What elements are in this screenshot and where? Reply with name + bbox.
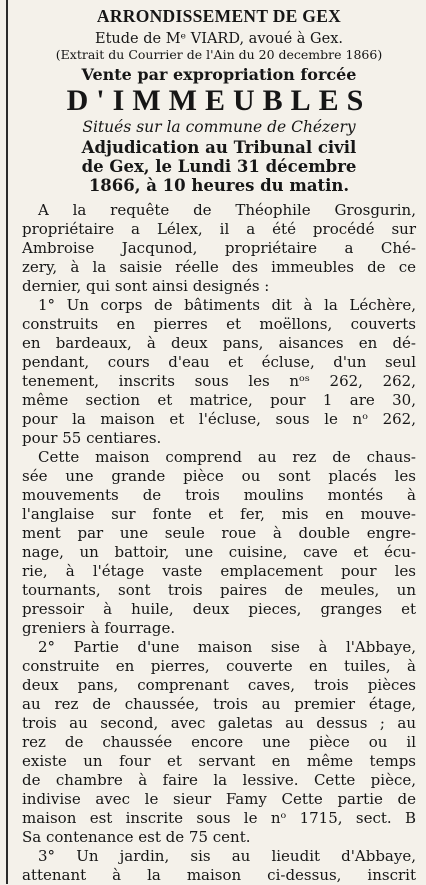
body-line: mouvements de trois moulins montés à bbox=[22, 486, 416, 504]
body-line: en bardeaux, à deux pans, aisances en dé- bbox=[22, 334, 416, 352]
body-line: rez de chaussée encore une pièce ou il bbox=[22, 733, 416, 751]
body-line: greniers à fourrage. bbox=[22, 619, 176, 637]
body-line: attenant à la maison ci-dessus, inscrit bbox=[22, 866, 416, 884]
body-line: A la requête de Théophile Grosgurin, bbox=[38, 201, 416, 219]
body-line: pressoir à huile, deux pieces, granges et bbox=[22, 600, 416, 618]
body-line: tournants, sont trois paires de meules, un bbox=[22, 581, 416, 599]
body-line: pour la maison et l'écluse, sous le nᵒ 262, bbox=[22, 410, 416, 428]
notice-body bbox=[22, 201, 416, 885]
notice-heading: ARRONDISSEMENT DE GEX bbox=[96, 6, 342, 26]
body-line: nage, un battoir, une cuisine, cave et écu- bbox=[22, 543, 416, 561]
extrait-line: (Extrait du Courrier de l'Ain du 20 decembre 1866) bbox=[55, 47, 383, 62]
body-line: l'anglaise sur fonte et fer, mis en mouve- bbox=[22, 505, 416, 523]
body-line: construite en pierres, couverte en tuiles, à bbox=[22, 657, 416, 675]
body-line: au rez de chaussée, trois au premier étage, bbox=[22, 695, 416, 713]
adjudication-line: 1866, à 10 heures du matin. bbox=[88, 176, 350, 195]
adjudication-line: Adjudication au Tribunal civil bbox=[81, 138, 357, 157]
body-line: propriétaire a Lélex, il a été procédé sur bbox=[22, 220, 416, 238]
body-line: 1° Un corps de bâtiments dit à la Léchère, bbox=[38, 296, 416, 314]
body-line: pour 55 centiares. bbox=[22, 429, 162, 447]
body-line: même section et matrice, pour 1 are 30, bbox=[22, 391, 416, 409]
immeubles-title: D'IMMEUBLES bbox=[66, 84, 372, 117]
body-line: existe un four et servant en même temps bbox=[22, 752, 416, 770]
body-line: tenement, inscrits sous les nᵒˢ 262, 262, bbox=[22, 372, 416, 390]
body-line: sée une grande pièce ou sont placés les bbox=[22, 467, 416, 485]
vente-title: Vente par expropriation forcée bbox=[81, 65, 357, 84]
body-line: ment par une seule roue à double engre- bbox=[22, 524, 416, 542]
body-line: Sa contenance est de 75 cent. bbox=[22, 828, 251, 846]
adjudication-line: de Gex, le Lundi 31 décembre bbox=[81, 157, 357, 176]
body-line: rie, à l'étage vaste emplacement pour les bbox=[22, 562, 416, 580]
body-line: 3° Un jardin, sis au lieudit d'Abbaye, bbox=[38, 847, 416, 865]
notice-column bbox=[22, 6, 416, 885]
body-line: de chambre à faire la lessive. Cette pièce, bbox=[22, 771, 416, 789]
body-line: construits en pierres et moëllons, couverts bbox=[22, 315, 416, 333]
column-rule bbox=[6, 0, 8, 884]
body-line: dernier, qui sont ainsi designés : bbox=[22, 277, 270, 295]
body-line: trois au second, avec galetas au dessus ; au bbox=[22, 714, 416, 732]
body-line: pendant, cours d'eau et écluse, d'un seul bbox=[22, 353, 416, 371]
adjudication-block bbox=[22, 138, 416, 195]
body-line: Cette maison comprend au rez de chaus- bbox=[38, 448, 416, 466]
etude-line: Etude de Mᵉ VIARD, avoué à Gex. bbox=[95, 31, 343, 47]
situes-line: Situés sur la commune de Chézery bbox=[82, 118, 356, 136]
body-line: maison est inscrite sous le nᵒ 1715, sect. B bbox=[22, 809, 416, 827]
body-line: indivise avec le sieur Famy Cette partie de bbox=[22, 790, 416, 808]
body-line: 2° Partie d'une maison sise à l'Abbaye, bbox=[38, 638, 416, 656]
body-line: zery, à la saisie réelle des immeubles de ce bbox=[22, 258, 416, 276]
body-line: Ambroise Jacqunod, propriétaire a Ché- bbox=[22, 239, 416, 257]
body-line: deux pans, comprenant caves, trois pièces bbox=[22, 676, 416, 694]
